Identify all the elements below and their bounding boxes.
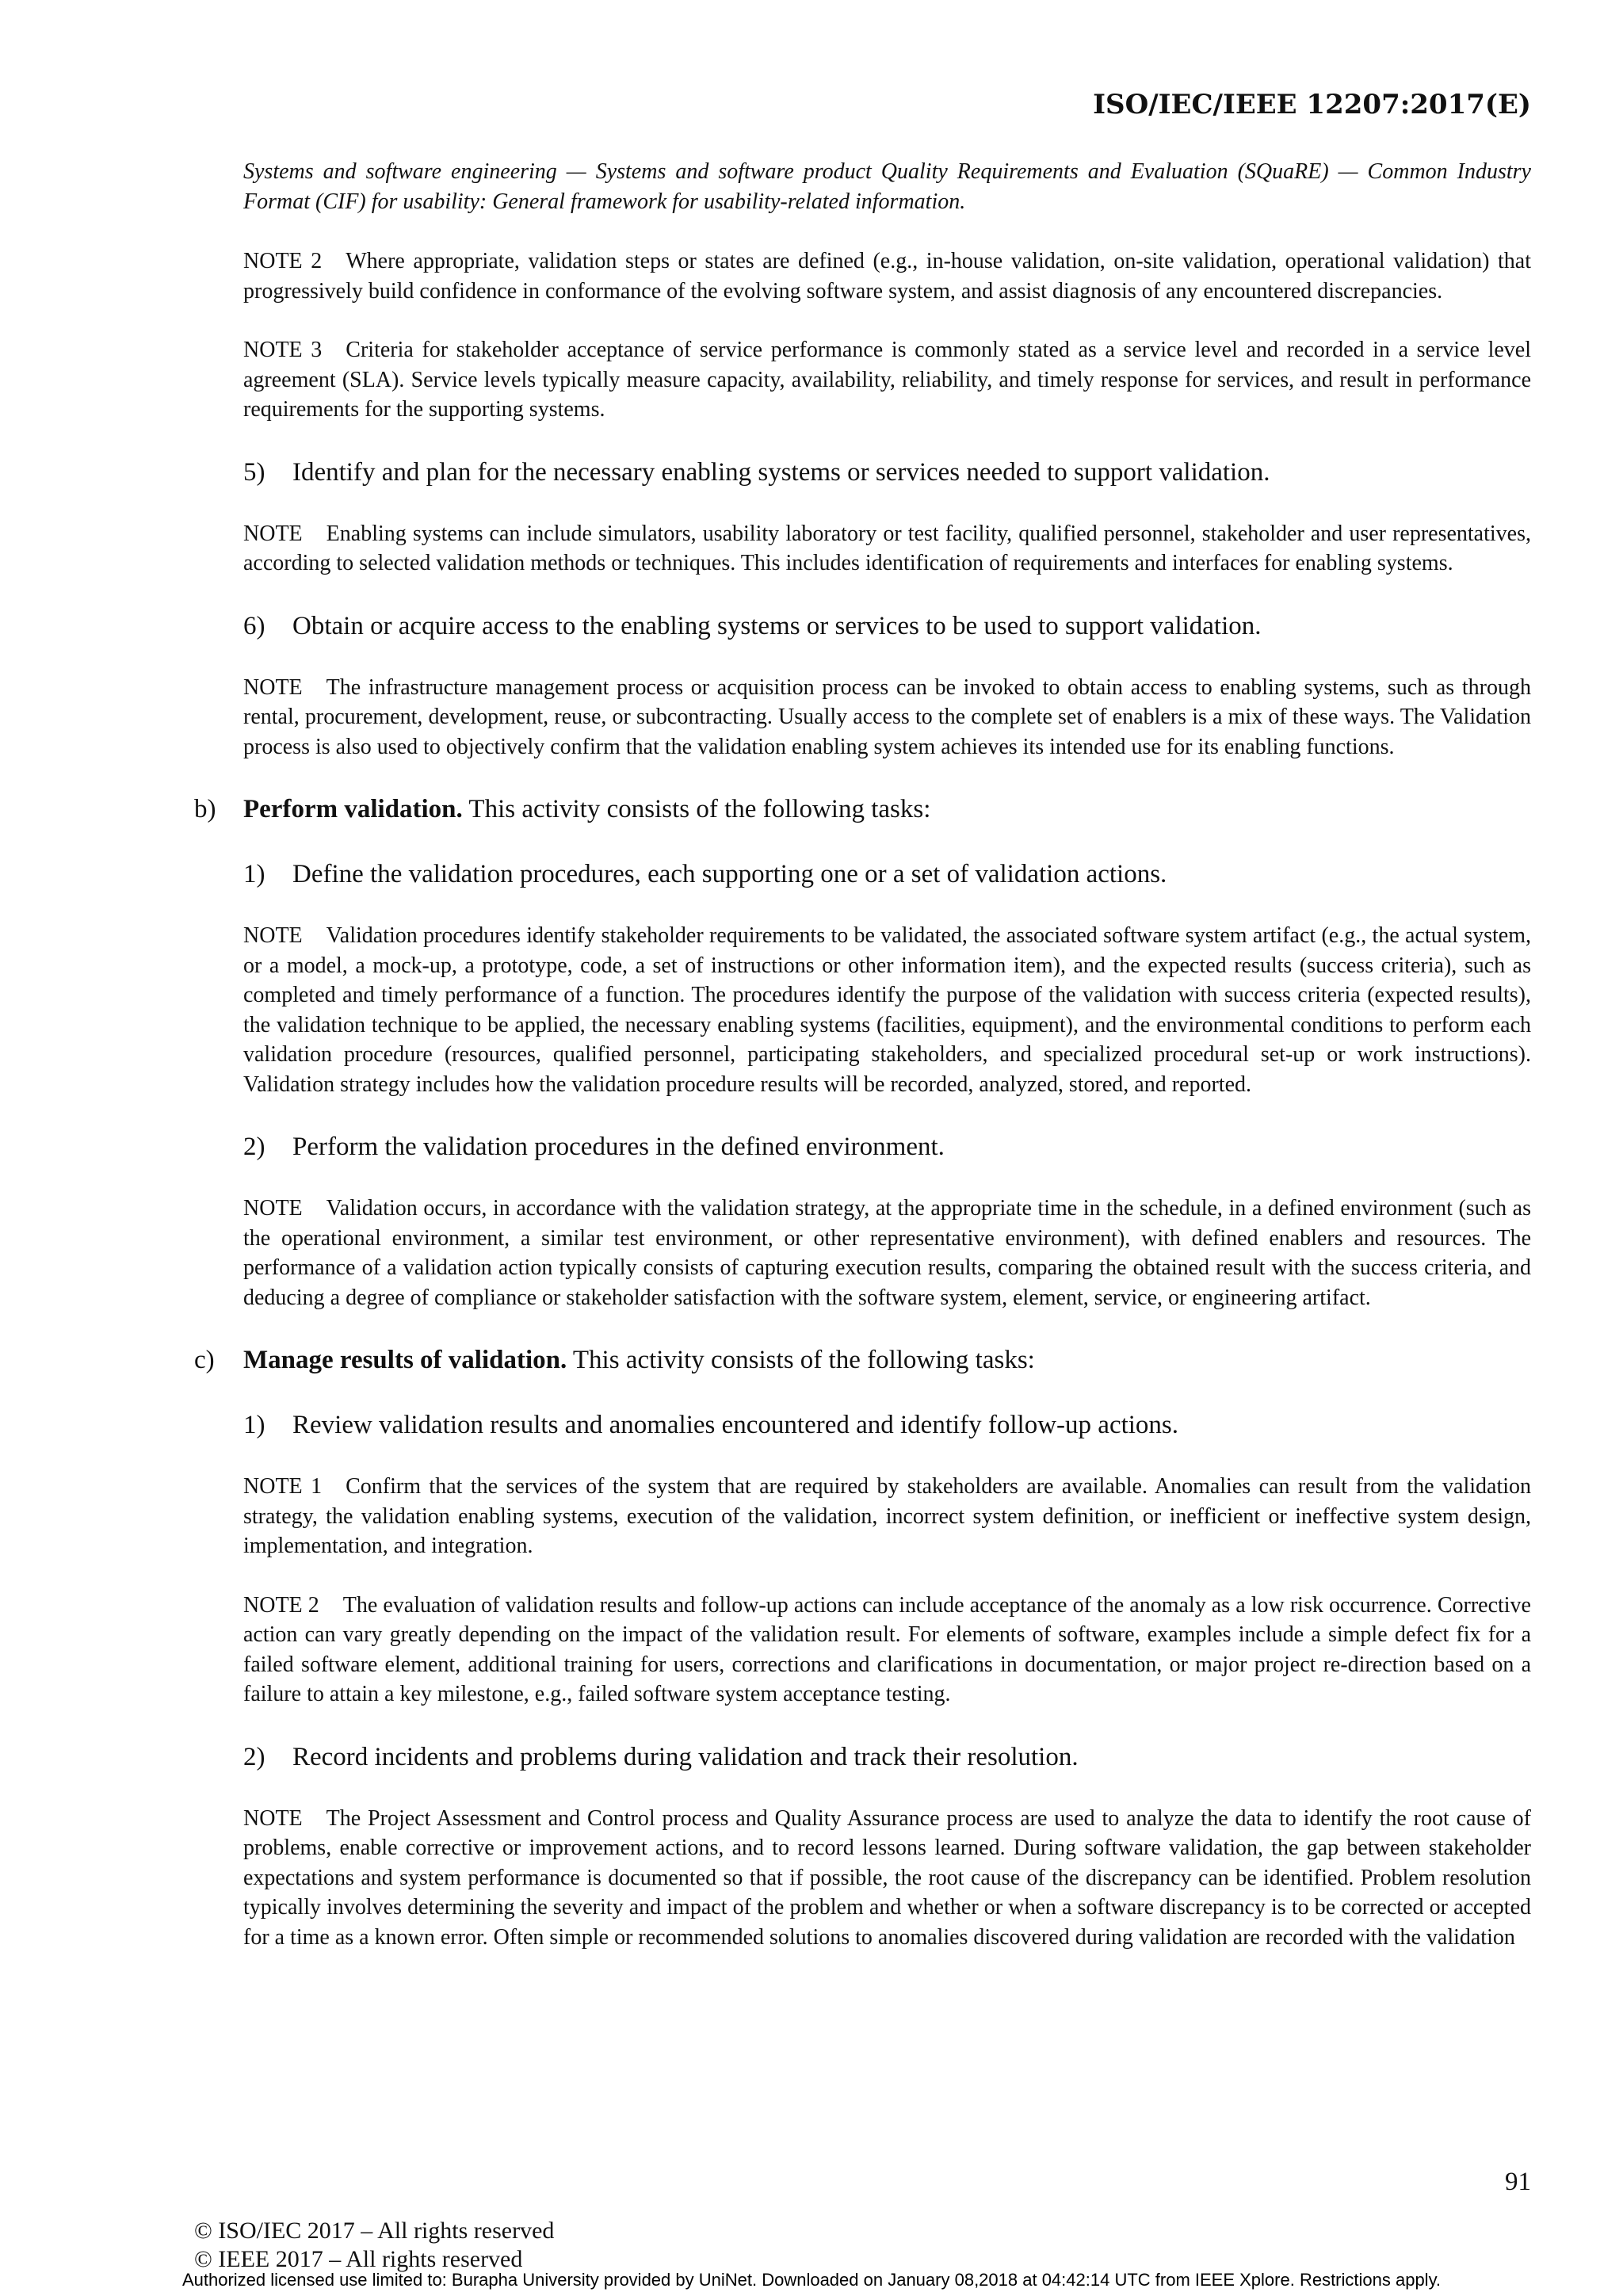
note-text: Where appropriate, validation steps or states are defined (e.g., in-house validation, on-site validation, operational validation) that progressively build confidence in conformance of the evolving software system, and assist diagnosis of any encountered discrepancies.: [243, 249, 1531, 304]
task-item: [243, 609, 1531, 644]
task-text: Define the validation procedures, each supporting one or a set of validation actions.: [292, 860, 1167, 888]
copyright-iso: © ISO/IEC 2017 – All rights reserved: [194, 2218, 555, 2244]
note-label: NOTE: [243, 1805, 303, 1831]
page-number: 91: [1505, 2168, 1531, 2196]
note-label: NOTE 3: [243, 338, 323, 362]
page-content: [194, 157, 1532, 1952]
note-text: Enabling systems can include simulators, usability laboratory or test facility, qualified personnel, stakeholder and user representatives, according to selected validation methods or techniques. This includes identification of requirements and interfaces for enabling systems.: [243, 521, 1531, 575]
note-text: Criteria for stakeholder acceptance of service performance is commonly stated as a service level and recorded in a service level agreement (SLA). Service levels typically measure capacity, availability, reliability, and timely response for services, and result in performance requirements for the supporting systems.: [243, 338, 1531, 422]
note-label: NOTE: [243, 521, 303, 546]
note-text: Confirm that the services of the system that are required by stakeholders are available. Anomalies can result from the validation strategy, the validation enabling systems, execution of the validation, incorrect system definition, or inefficient or ineffective system design, implementation, and integration.: [243, 1474, 1532, 1558]
task-item: [243, 1740, 1531, 1775]
continuation-reference: Systems and software engineering — Systems and software product Quality Requirements and Evaluation (SQuaRE) — Common Industry Format (CIF) for usability: General framework for usability-related information.: [243, 159, 1531, 214]
task-number: 6): [243, 611, 265, 640]
note-paragraph: [243, 1591, 1531, 1710]
task-item: [243, 455, 1531, 490]
note-paragraph: [243, 1804, 1531, 1953]
task-text: Perform the validation procedures in the defined environment.: [292, 1133, 945, 1161]
task-number: 1): [243, 1411, 265, 1439]
task-number: 2): [243, 1742, 265, 1771]
note-paragraph: [243, 335, 1531, 425]
activity-letter: c): [194, 1346, 215, 1374]
note-paragraph: [243, 519, 1531, 579]
note-paragraph: [243, 921, 1531, 1099]
standard-header: ISO/IEC/IEEE 12207:2017(E): [1093, 89, 1531, 120]
activity-title: Perform validation.: [243, 795, 463, 823]
note-text: The evaluation of validation results and follow-up actions can include acceptance of the anomaly as a low risk occurrence. Corrective action can vary greatly depending on the impact of the validation result. For elements of software, examples include a simple defect fix for a failed software element, additional training for users, corrections and clarifications in documentation, or major project re-direction based on a failure to attain a key milestone, e.g., failed software system acceptance testing.: [243, 1592, 1531, 1706]
activity-item: [194, 1343, 1531, 1377]
note-label: NOTE 2: [243, 249, 323, 273]
note-label: NOTE: [243, 674, 303, 700]
note-text: The infrastructure management process or acquisition process can be invoked to obtain access to enabling systems, such as through rental, procurement, development, reuse, or subcontracting. Usually access to the complete set of enablers is a mix of these ways. The Validation process is also used to objectively confirm that the validation enabling system achieves its intended use for its enabling functions.: [243, 674, 1531, 759]
note-label: NOTE: [243, 1196, 303, 1221]
copyright-ieee: © IEEE 2017 – All rights reserved: [194, 2246, 523, 2272]
note-paragraph: [243, 1472, 1531, 1561]
task-text: Record incidents and problems during validation and track their resolution.: [292, 1742, 1079, 1771]
task-number: 2): [243, 1133, 265, 1161]
task-text: Review validation results and anomalies encountered and identify follow-up actions.: [292, 1411, 1179, 1439]
note-paragraph: [243, 246, 1531, 306]
note-paragraph: [243, 1194, 1531, 1312]
note-text: The Project Assessment and Control process and Quality Assurance process are used to analyze the data to identify the root cause of problems, enable corrective or improvement actions, and to record lessons learned. During software validation, the gap between stakeholder expectations and system performance is documented so that if possible, the root cause of the discrepancy can be identified. Problem resolution typically involves determining the severity and impact of the problem and whether or when a software discrepancy is to be corrected or accepted for a time as a known error. Often simple or recommended solutions to anomalies discovered during validation are recorded with the validation: [243, 1805, 1531, 1950]
task-text: Identify and plan for the necessary enabling systems or services needed to support validation.: [292, 457, 1270, 487]
license-notice: Authorized licensed use limited to: Burapha University provided by UniNet. Downloaded on January 08,2018 at 04:42:14 UTC from IEEE Xplore. Restrictions apply.: [181, 2270, 1442, 2290]
note-label: NOTE 1: [243, 1474, 323, 1499]
note-paragraph: [243, 673, 1531, 762]
task-text: Obtain or acquire access to the enabling systems or services to be used to support validation.: [292, 611, 1262, 640]
activity-letter: b): [194, 795, 216, 823]
note-label: NOTE: [243, 923, 303, 948]
activity-item: [194, 792, 1531, 827]
note-label: NOTE 2: [243, 1592, 319, 1618]
note-text: Validation occurs, in accordance with the validation strategy, at the appropriate time in the schedule, in a defined environment (such as the operational environment, a similar test environment, or other representative environment), with defined enablers and resources. The performance of a validation action typically consists of capturing execution results, comparing the obtained result with the success criteria, and deducing a degree of compliance or stakeholder satisfaction with the software system, element, service, or engineering artifact.: [243, 1196, 1531, 1310]
activity-title: Manage results of validation.: [243, 1346, 567, 1374]
task-number: 5): [243, 457, 265, 487]
task-item: [243, 857, 1531, 892]
activity-text: This activity consists of the following tasks:: [462, 795, 931, 823]
task-number: 1): [243, 860, 265, 888]
note-text: Validation procedures identify stakeholder requirements to be validated, the associated software system artifact (e.g., the actual system, or a model, a mock-up, a prototype, code, a set of instructions or other information item), and the expected results (success criteria), such as completed and timely performance of a function. The procedures identify the purpose of the validation with success criteria (expected results), the validation technique to be applied, the necessary enabling systems (facilities, equipment), and the environmental conditions to perform each validation procedure (resources, qualified personnel, participating stakeholders, and specialized procedural set-up or work instructions). Validation strategy includes how the validation procedure results will be recorded, analyzed, stored, and reported.: [243, 923, 1531, 1097]
task-item: [243, 1129, 1531, 1164]
task-item: [243, 1408, 1531, 1442]
activity-text: This activity consists of the following tasks:: [567, 1346, 1035, 1374]
